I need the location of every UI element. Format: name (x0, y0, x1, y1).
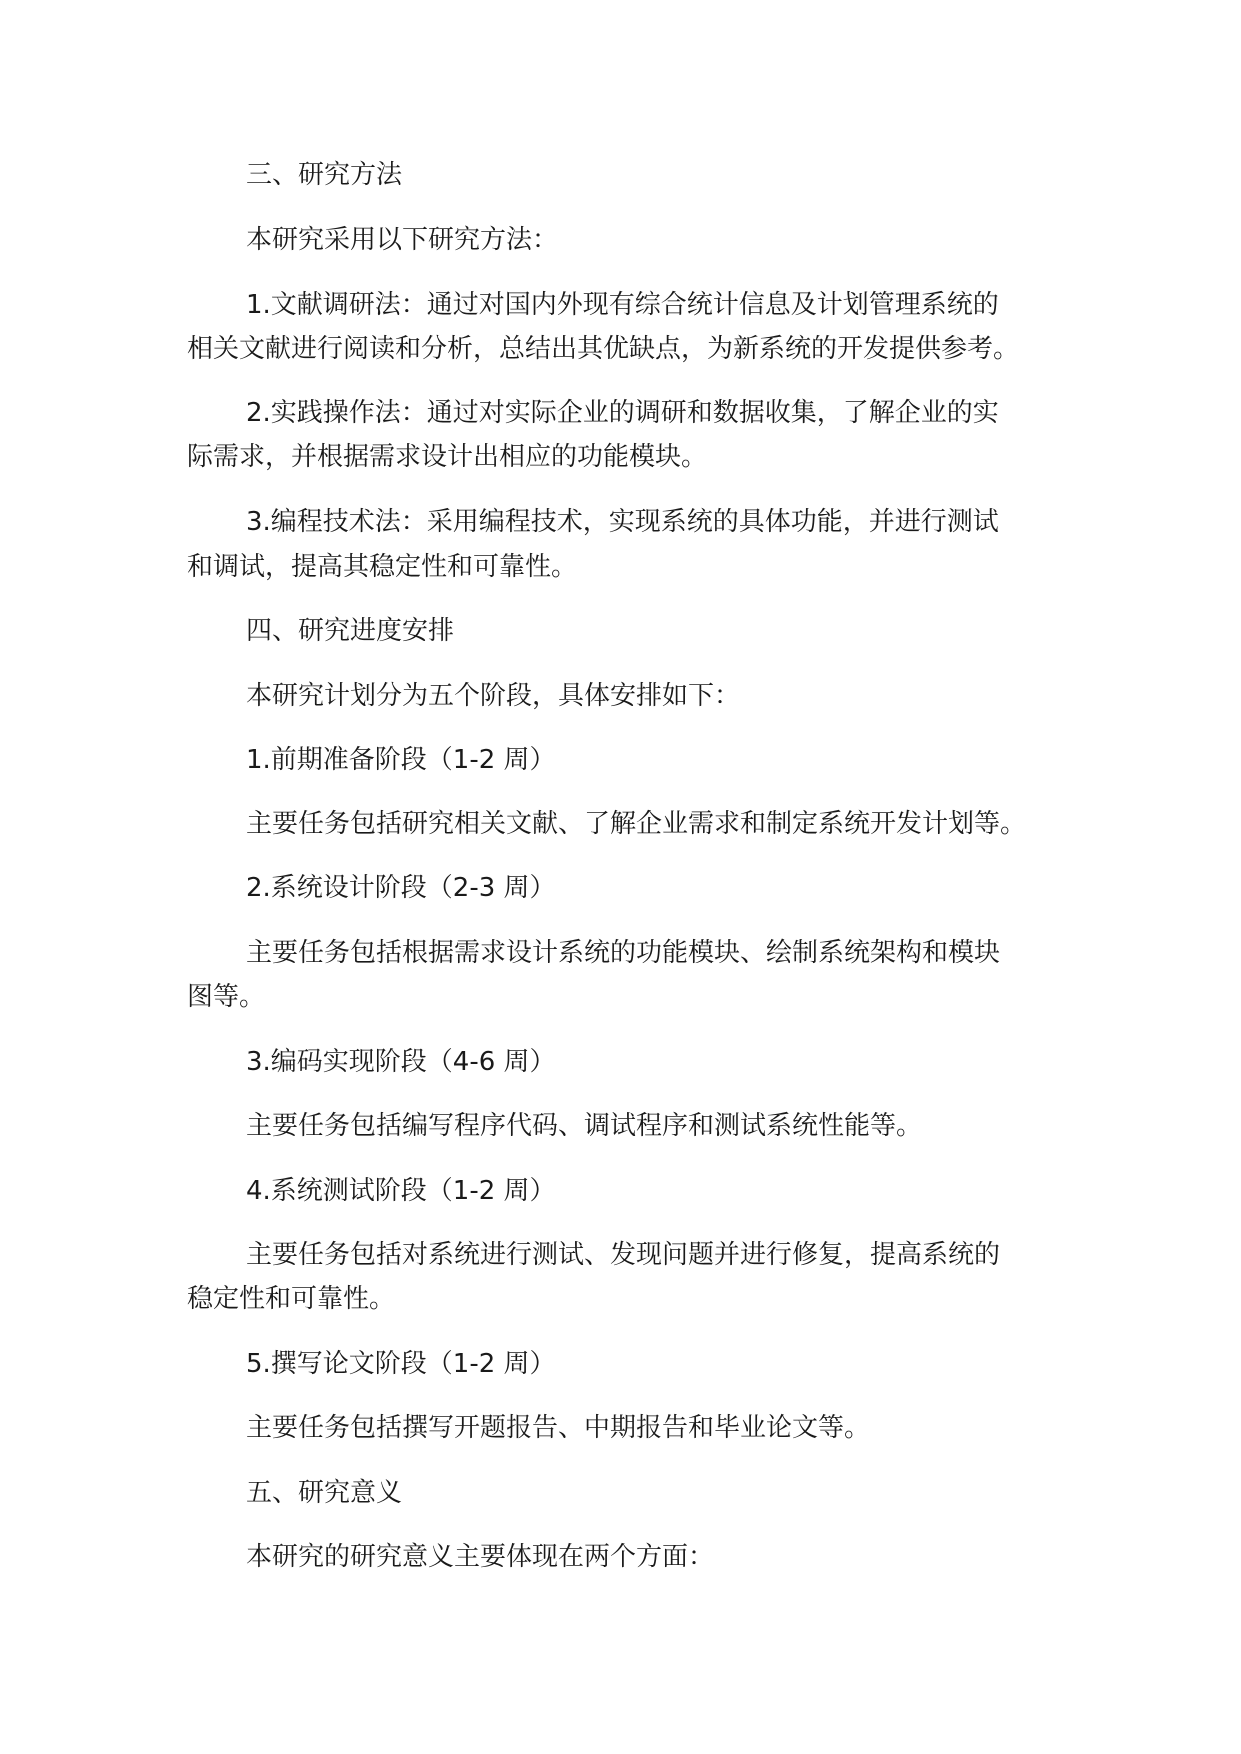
schedule-intro-text: 本研究计划分为五个阶段，具体安排如下： (246, 681, 741, 711)
method-1-line-1: 1.文献调研法：通过对国内外现有综合统计信息及计划管理系统的 (246, 290, 999, 320)
stage-2-description-line-2: 图等。 (187, 982, 266, 1012)
stage-4-title: 4.系统测试阶段（1-2 周） (246, 1176, 556, 1206)
methods-intro-text: 本研究采用以下研究方法： (246, 225, 559, 255)
stage-2-description-line-1: 主要任务包括根据需求设计系统的功能模块、绘制系统架构和模块 (246, 938, 1001, 968)
method-1-line-2: 相关文献进行阅读和分析，总结出其优缺点，为新系统的开发提供参考。 (187, 334, 1020, 364)
stage-4-description-line-1: 主要任务包括对系统进行测试、发现问题并进行修复，提高系统的 (246, 1240, 1001, 1270)
significance-intro-text: 本研究的研究意义主要体现在两个方面： (246, 1542, 715, 1572)
stage-1-description: 主要任务包括研究相关文献、了解企业需求和制定系统开发计划等。 (246, 809, 1027, 839)
section-heading-schedule: 四、研究进度安排 (246, 616, 455, 646)
stage-3-title: 3.编码实现阶段（4-6 周） (246, 1047, 556, 1077)
method-2-line-1: 2.实践操作法：通过对实际企业的调研和数据收集，了解企业的实 (246, 398, 999, 428)
stage-3-description: 主要任务包括编写程序代码、调试程序和测试系统性能等。 (246, 1111, 923, 1141)
section-heading-significance: 五、研究意义 (246, 1478, 403, 1508)
stage-5-title: 5.撰写论文阶段（1-2 周） (246, 1349, 556, 1379)
stage-1-title: 1.前期准备阶段（1-2 周） (246, 745, 556, 775)
stage-2-title: 2.系统设计阶段（2-3 周） (246, 873, 556, 903)
stage-4-description-line-2: 稳定性和可靠性。 (187, 1284, 396, 1314)
section-heading-research-methods: 三、研究方法 (246, 160, 403, 190)
method-3-line-2: 和调试，提高其稳定性和可靠性。 (187, 552, 578, 582)
stage-5-description: 主要任务包括撰写开题报告、中期报告和毕业论文等。 (246, 1413, 871, 1443)
method-2-line-2: 际需求，并根据需求设计出相应的功能模块。 (187, 442, 708, 472)
method-3-line-1: 3.编程技术法：采用编程技术，实现系统的具体功能，并进行测试 (246, 507, 999, 537)
